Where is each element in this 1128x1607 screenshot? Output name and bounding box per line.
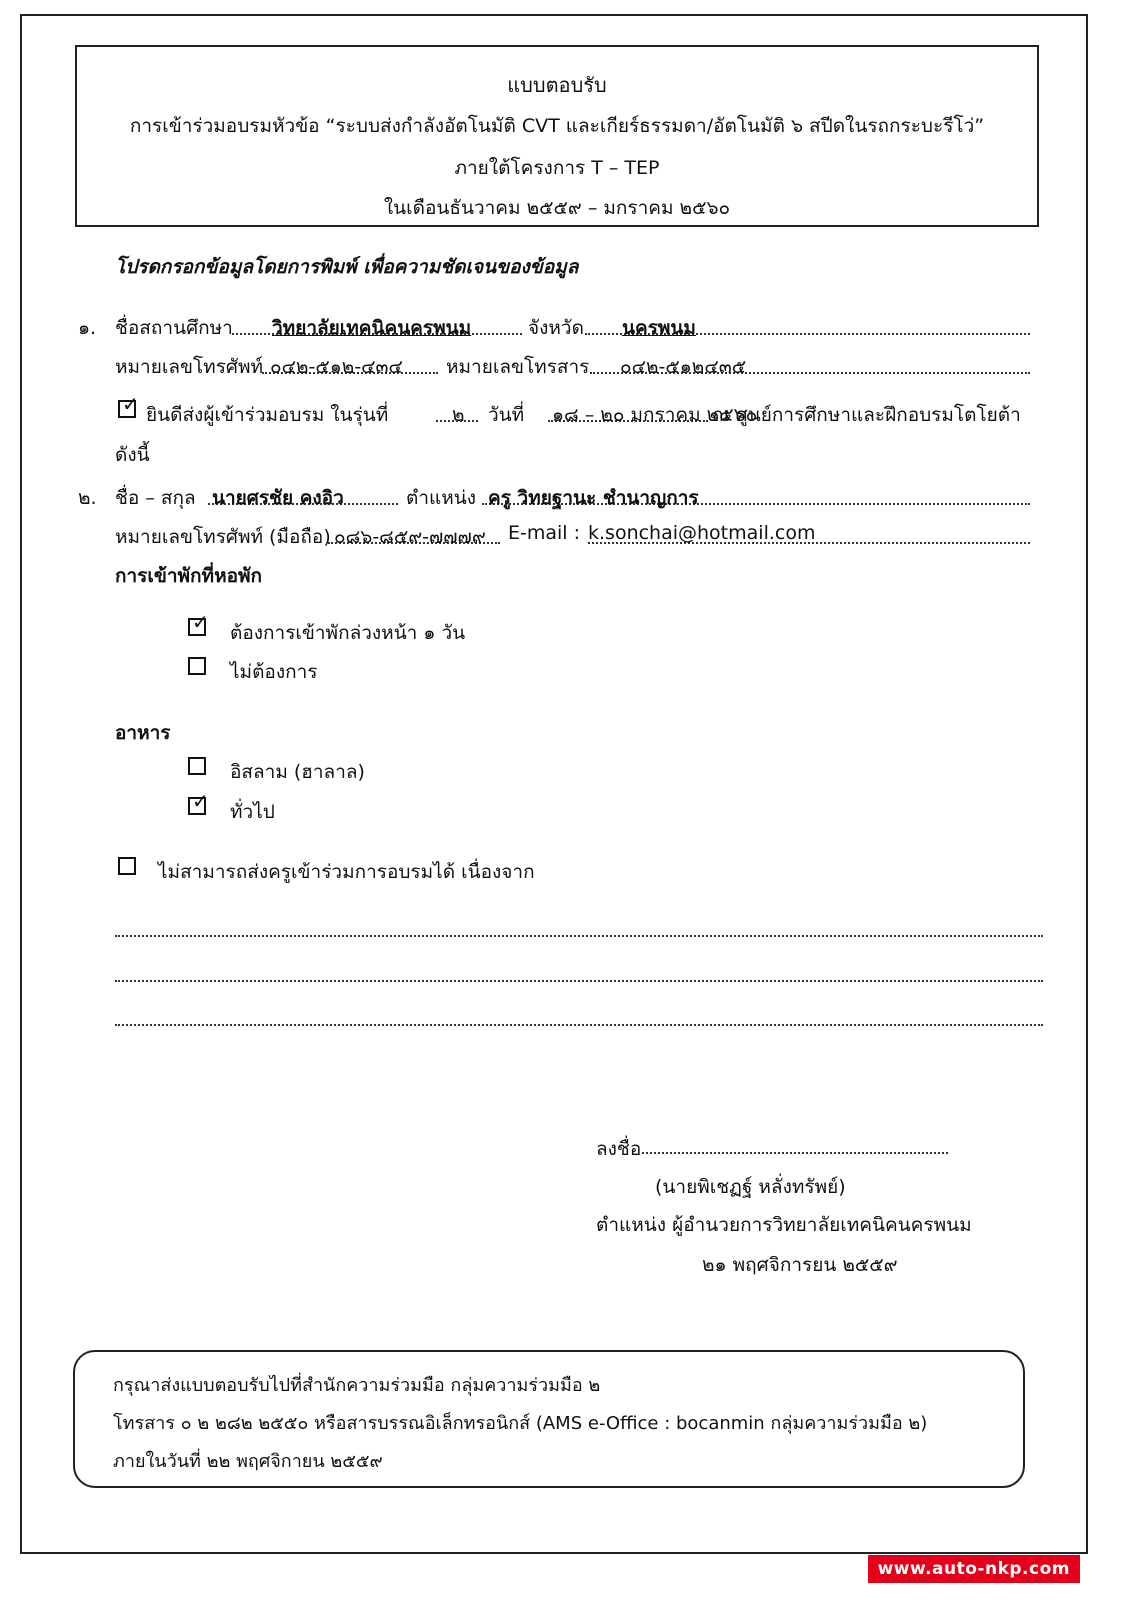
institution-field[interactable]: วิทยาลัยเทคนิคนครพนม	[272, 317, 472, 339]
food-general-label: ทั่วไป	[230, 801, 275, 823]
form-period: ในเดือนธันวาคม ๒๕๕๙ – มกราคม ๒๕๖๐	[383, 197, 731, 219]
food-heading: อาหาร	[115, 722, 171, 744]
consent-text-d: ดังนี้	[115, 444, 150, 466]
signature-line[interactable]	[642, 1152, 948, 1154]
section2-number: ๒.	[78, 487, 97, 509]
accommodation-none-checkbox[interactable]	[188, 657, 206, 675]
province-field[interactable]: นครพนม	[622, 317, 696, 339]
footer-line-2: โทรสาร ๐ ๒ ๒๘๒ ๒๕๕๐ หรือสารบรรณอิเล็กทรอนิกส์ (AMS e-Office : bocanmin กลุ่มความร่วมมือ ๒)	[113, 1413, 928, 1434]
reason-line-3[interactable]	[115, 1024, 1043, 1026]
mobile-label: หมายเลขโทรศัพท์ (มือถือ)	[115, 526, 331, 548]
form-project: ภายใต้โครงการ T – TEP	[454, 157, 660, 179]
food-halal-checkbox[interactable]	[188, 757, 206, 775]
name-field[interactable]: นายศรชัย คงอิว	[212, 487, 344, 509]
footer-line-1: กรุณาส่งแบบตอบรับไปที่สำนักความร่วมมือ กลุ่มความร่วมมือ ๒	[113, 1375, 601, 1396]
consent-text-a: ยินดีส่งผู้เข้าร่วมอบรม ในรุ่นที่	[146, 404, 389, 426]
signer-position: ตำแหน่ง ผู้อำนวยการวิทยาลัยเทคนิคนครพนม	[596, 1214, 972, 1236]
instruction-text: โปรดกรอกข้อมูลโดยการพิมพ์ เพื่อความชัดเจนของข้อมูล	[115, 256, 579, 278]
check-icon: ✓	[122, 392, 139, 416]
footer-line-3: ภายในวันที่ ๒๒ พฤศจิกายน ๒๕๕๙	[113, 1451, 383, 1472]
consent-round[interactable]: ๒	[452, 404, 465, 426]
consent-dates[interactable]: ๑๘ – ๒๐ มกราคม ๒๕๖๐	[552, 404, 758, 426]
section1-number: ๑.	[78, 317, 97, 339]
watermark-url: www.auto-nkp.com	[868, 1555, 1080, 1583]
consent-text-c: ณ ศูนย์การศึกษาและฝึกอบรมโตโยต้า	[712, 404, 1021, 426]
reason-line-2[interactable]	[115, 980, 1043, 982]
fax-field[interactable]: ๐๔๒-๕๑๒๔๓๕	[620, 356, 747, 378]
accommodation-heading: การเข้าพักที่หอพัก	[115, 565, 263, 587]
sign-label: ลงชื่อ	[596, 1138, 642, 1160]
decline-label: ไม่สามารถส่งครูเข้าร่วมการอบรมได้ เนื่องจาก	[158, 861, 535, 883]
decline-checkbox[interactable]	[118, 857, 136, 875]
form-subject: การเข้าร่วมอบรมหัวข้อ “ระบบส่งกำลังอัตโนมัติ CVT และเกียร์ธรรมดา/อัตโนมัติ ๖ สปีดในรถกระบะรีโว่”	[129, 115, 985, 137]
consent-text-b: วันที่	[488, 404, 525, 426]
form-title: แบบตอบรับ	[507, 73, 607, 97]
reason-line-1[interactable]	[115, 935, 1043, 937]
institution-label: ชื่อสถานศึกษา	[115, 317, 233, 339]
page-border	[20, 14, 1088, 1554]
position-label: ตำแหน่ง	[406, 487, 477, 509]
signature-date: ๒๑ พฤศจิการยน ๒๕๕๙	[702, 1254, 898, 1276]
footer-box	[73, 1350, 1025, 1488]
check-icon: ✓	[192, 789, 209, 813]
name-label: ชื่อ – สกุล	[115, 487, 196, 509]
fax-label: หมายเลขโทรสาร	[446, 356, 590, 378]
phone-field[interactable]: ๐๔๒-๕๑๒-๔๓๔	[270, 356, 403, 378]
check-icon: ✓	[192, 610, 209, 634]
accommodation-early-checkbox[interactable]	[188, 610, 209, 636]
mobile-field[interactable]: ๐๘๖-๘๕๙-๗๗๗๙	[334, 526, 486, 548]
food-general-checkbox[interactable]	[188, 789, 209, 815]
form-header-box	[75, 45, 1039, 227]
position-field[interactable]: ครู วิทยฐานะ ชำนาญการ	[488, 487, 699, 509]
signer-name: (นายพิเชฏฐ์ หลั่งทรัพย์)	[655, 1176, 846, 1198]
province-label: จังหวัด	[528, 317, 584, 339]
email-label: E-mail :	[508, 522, 581, 544]
accommodation-early-label: ต้องการเข้าพักล่วงหน้า ๑ วัน	[230, 622, 466, 644]
phone-label: หมายเลขโทรศัพท์	[115, 356, 264, 378]
email-field[interactable]: k.sonchai@hotmail.com	[588, 522, 816, 544]
food-halal-label: อิสลาม (ฮาลาล)	[230, 761, 365, 783]
accommodation-none-label: ไม่ต้องการ	[230, 661, 318, 683]
consent-checkbox[interactable]	[118, 392, 139, 418]
